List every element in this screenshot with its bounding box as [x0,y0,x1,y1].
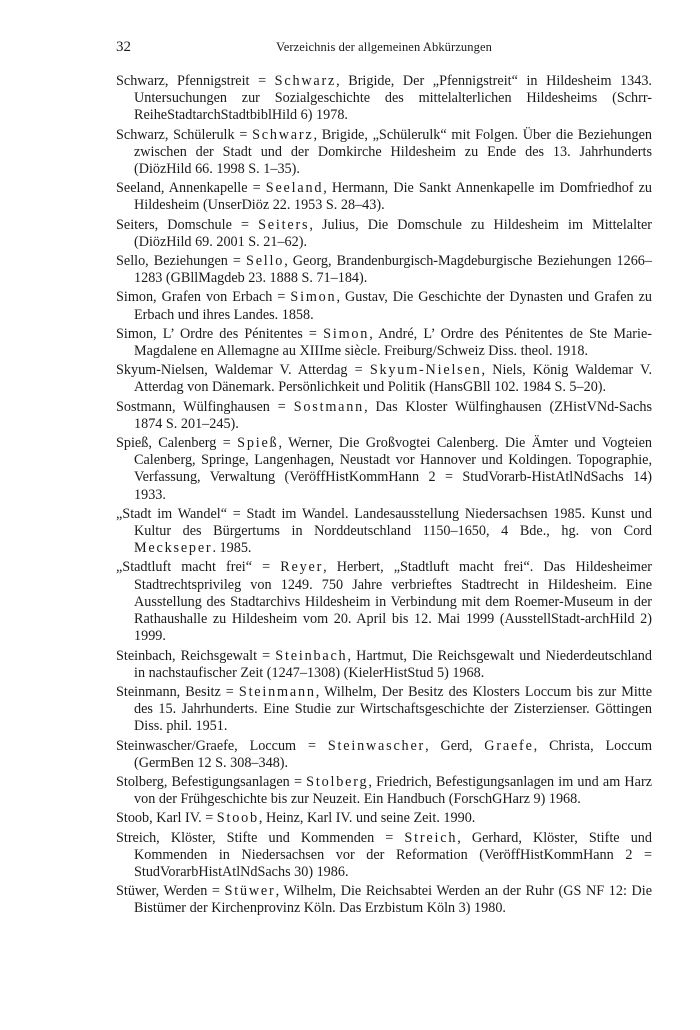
entry-key: Stoob, Karl IV. [116,810,202,827]
entry-citation: , Christa, Loccum (GermBen 12 S. 308–348). [134,737,652,771]
entry-citation: , Werner, Die Großvogtei Calenberg. Die Ämter und Vogteien Calenberg, Springe, Langenhagen, Neustadt vor Hannover und Koldingen. Topographie, Verfassung, Verwaltung (VeröffHistKommHann 2 = StudVorarb-HistAtlNdSachs 14) 1933. [134,435,652,503]
entry-citation: , Gerhard, Klöster, Stifte und Kommenden in Niedersachsen vor der Reformation (VeröffHistKommHann 2 = StudVorarbHistAtlNdSachs 30) 1986. [134,829,652,880]
abbreviation-entry: „Stadtluft macht frei“ = Reyer, Herbert, „Stadtluft macht frei“. Das Hildesheimer Stadtrechtsprivileg von 1249. 750 Jahre verbrieftes Stadtrecht in Hildesheim. Eine Ausstellung des Stadtarchivs Hildesheim in Verbindung mit dem Roemer-Museum in der Rathaushalle zu Hildesheim vom 20. April bis 12. Mai 1999 (AusstellStadt-archHild 2) 1999. [116,559,652,645]
entry-key: Spieß, Calenberg [116,435,217,452]
abbreviation-entry: Stolberg, Befestigungsanlagen = Stolberg, Friedrich, Befestigungsanlagen im und am Harz von der Frühgeschichte bis zur Neuzeit. Ein Handbuch (ForschGHarz 9) 1968. [116,773,652,808]
entry-citation: , Gustav, Die Geschichte der Dynasten und Grafen zu Erbach und ihres Landes. 1858. [134,289,652,323]
entry-key: Simon, Grafen von Erbach [116,289,273,306]
entry-key: Sostmann, Wülfinghausen [116,398,270,415]
abbreviation-entry: Seiters, Domschule = Seiters, Julius, Die Domschule zu Hildesheim im Mittelalter (DiözHild 69. 2001 S. 21–62). [116,216,652,250]
entry-key: Seeland, Annenkapelle [116,180,248,197]
entry-editor: Meckseper [134,540,213,557]
abbreviation-entry: Schwarz, Schülerulk = Schwarz, Brigide, „Schülerulk“ mit Folgen. Über die Beziehungen zwischen der Stadt und der Domkirche Hildesheim zu Ende des 13. Jahrhunderts (DiözHild 66. 1998 S. 1–35). [116,126,652,178]
entry-key: Skyum-Nielsen, Waldemar V. Atterdag [116,362,348,379]
abbreviation-entry: Stüwer, Werden = Stüwer, Wilhelm, Die Reichsabtei Werden an der Ruhr (GS NF 12: Die Bistümer der Kirchenprovinz Köln. Das Erzbistum Köln 3) 1980. [116,883,652,917]
entry-citation: , Brigide, „Schülerulk“ mit Folgen. Über die Beziehungen zwischen der Stadt und der Domkirche Hildesheim zu Ende des 13. Jahrhunderts (DiözHild 66. 1998 S. 1–35). [134,126,652,178]
entry-key: Sello, Beziehungen [116,253,228,270]
entry-author: Graefe [484,737,534,754]
entry-author: Steinmann [238,683,316,700]
entry-key: Steinwascher/Graefe, Loccum [116,737,297,754]
abbreviation-entry: Steinbach, Reichsgewalt = Steinbach, Hartmut, Die Reichsgewalt und Niederdeutschland in nachstaufischer Zeit (1247–1308) (KielerHistStud 5) 1968. [116,647,652,681]
abbreviation-entry: Skyum-Nielsen, Waldemar V. Atterdag = Skyum-Nielsen, Niels, König Waldemar V. Atterdag von Dänemark. Persönlichkeit und Politik (HansGBll 102. 1984 S. 5–20). [116,362,652,396]
entry-citation: , Wilhelm, Der Besitz des Klosters Loccum bis zur Mitte des 15. Jahrhunderts. Eine Studie zur Wirtschaftsgeschichte der Zisterzienser. Göttingen Diss. phil. 1951. [134,683,652,735]
abbreviation-entry: Stoob, Karl IV. = Stoob, Heinz, Karl IV. und seine Zeit. 1990. [116,810,476,827]
entry-citation: , Brigide, Der „Pfennigstreit“ in Hildesheim 1343. Untersuchungen zur Sozialgeschichte des mittelalterlichen Hildesheims (Schrr-ReiheStadtarchStadtbiblHild 6) 1978. [134,73,652,124]
entry-author: Simon [290,289,337,306]
entry-author: Seeland [265,180,324,197]
abbreviation-entry: Simon, L’ Ordre des Pénitentes = Simon, André, L’ Ordre des Pénitentes de Ste Marie-Magdalene en Allemagne au XIIIme siècle. Freiburg/Schweiz Diss. theol. 1918. [116,325,652,360]
entry-citation: , Herbert, „Stadtluft macht frei“. Das Hildesheimer Stadtrechtsprivileg von 1249. 750 Jahre verbrieftes Stadtrecht in Hildesheim. Eine Ausstellung des Stadtarchivs Hildesheim in Verbindung mit dem Roemer-Museum in der Rathaushalle zu Hildesheim vom 20. April bis 12. Mai 1999 (AusstellStadt-archHild 2) 1999. [134,559,652,645]
entry-citation: , Gerd, [425,737,485,754]
entry-citation: , André, L’ Ordre des Pénitentes de Ste Marie-Magdalene en Allemagne au XIIIme siècle. Freiburg/Schweiz Diss. theol. 1918. [134,325,652,360]
entry-citation: . 1985. [212,540,252,557]
running-header [116,39,652,59]
abbreviation-entry: Steinmann, Besitz = Steinmann, Wilhelm, Der Besitz des Klosters Loccum bis zur Mitte des 15. Jahrhunderts. Eine Studie zur Wirtschaftsgeschichte der Zisterzienser. Göttingen Diss. phil. 1951. [116,683,652,735]
entry-citation: , Hermann, Die Sankt Annenkapelle im Domfriedhof zu Hildesheim (UnserDiöz 22. 1953 S. 28–43). [134,180,653,214]
entry-author: Spieß [237,435,279,452]
abbreviation-entry: Simon, Grafen von Erbach = Simon, Gustav, Die Geschichte der Dynasten und Grafen zu Erbach und ihres Landes. 1858. [116,289,652,323]
entry-citation: , Georg, Brandenburgisch-Magdeburgische Beziehungen 1266–1283 (GBllMagdeb 23. 1888 S. 71–184). [134,253,652,287]
entry-author: Schwarz [252,126,314,143]
entry-author: Simon [323,325,370,342]
running-title: Verzeichnis der allgemeinen Abkürzungen [276,40,492,54]
entry-citation: , Niels, König Waldemar V. Atterdag von Dänemark. Persönlichkeit und Politik (HansGBll 102. 1984 S. 5–20). [134,362,652,396]
abbreviation-entry: Streich, Klöster, Stifte und Kommenden = Streich, Gerhard, Klöster, Stifte und Kommenden in Niedersachsen vor der Reformation (VeröffHistKommHann 2 = StudVorarbHistAtlNdSachs 30) 1986. [116,829,652,880]
entry-key: Stolberg, Befestigungsanlagen [116,773,290,790]
abbreviation-entry: Spieß, Calenberg = Spieß, Werner, Die Großvogtei Calenberg. Die Ämter und Vogteien Calenberg, Springe, Langenhagen, Neustadt vor Hannover und Koldingen. Topographie, Verfassung, Verwaltung (VeröffHistKommHann 2 = StudVorarb-HistAtlNdSachs 14) 1933. [116,435,652,503]
entry-author: Stoob [216,810,259,827]
entry-key: Schwarz, Pfennigstreit [116,73,250,89]
entry-key: Stüwer, Werden [116,883,208,900]
entry-citation: , Julius, Die Domschule zu Hildesheim im Mittelalter (DiözHild 69. 2001 S. 21–62). [134,216,652,250]
entry-citation: , Das Kloster Wülfinghausen (ZHistVNd-Sachs 1874 S. 201–245). [134,398,652,432]
entry-author: Stolberg [306,773,369,790]
entry-author: Sostmann [293,398,365,415]
abbreviation-list [116,73,652,920]
entry-key: „Stadt im Wandel“ [116,505,227,522]
entry-author: Reyer [280,559,324,576]
entry-author: Streich [404,829,458,846]
entry-key: Streich, Klöster, Stifte und Kommenden [116,829,375,846]
entry-citation: , Hartmut, Die Reichsgewalt und Niederdeutschland in nachstaufischer Zeit (1247–1308) (KielerHistStud 5) 1968. [134,647,652,681]
abbreviation-entry: Sostmann, Wülfinghausen = Sostmann, Das Kloster Wülfinghausen (ZHistVNd-Sachs 1874 S. 201–245). [116,398,652,432]
abbreviation-entry: Sello, Beziehungen = Sello, Georg, Brandenburgisch-Magdeburgische Beziehungen 1266–1283 (GBllMagdeb 23. 1888 S. 71–184). [116,253,652,287]
entry-citation: Stadt im Wandel. Landesausstellung Niedersachsen 1985. Kunst und Kultur des Bürgertums in Norddeutschland 1150–1650, 4 Bde., hg. von Cord [134,505,652,540]
entry-author: Skyum-Nielsen [369,362,482,379]
abbreviation-entry: Seeland, Annenkapelle = Seeland, Hermann, Die Sankt Annenkapelle im Domfriedhof zu Hildesheim (UnserDiöz 22. 1953 S. 28–43). [116,180,653,214]
abbreviation-entry: Steinwascher/Graefe, Loccum = Steinwascher, Gerd, Graefe, Christa, Loccum (GermBen 12 S. 308–348). [116,737,652,771]
page-number: 32 [116,39,131,55]
entry-citation: , Friedrich, Befestigungsanlagen im und am Harz von der Frühgeschichte bis zur Neuzeit. Ein Handbuch (ForschGHarz 9) 1968. [134,773,652,808]
entry-key: Schwarz, Schülerulk [116,126,235,143]
entry-key: Steinmann, Besitz [116,683,221,700]
entry-author: Stüwer [224,883,276,900]
entry-author: Sello [246,253,285,270]
entry-key: Simon, L’ Ordre des Pénitentes [116,325,303,342]
entry-key: Steinbach, Reichsgewalt [116,647,258,664]
entry-key: Seiters, Domschule [116,216,232,233]
entry-author: Steinbach [275,647,348,664]
entry-citation: , Wilhelm, Die Reichsabtei Werden an der Ruhr (GS NF 12: Die Bistümer der Kirchenprovinz Köln. Das Erzbistum Köln 3) 1980. [134,883,652,917]
abbreviation-entry: „Stadt im Wandel“ = Stadt im Wandel. Landesausstellung Niedersachsen 1985. Kunst und Kultur des Bürgertums in Norddeutschland 1150–1650, 4 Bde., hg. von Cord Meckseper. 1985. [116,505,652,557]
entry-key: „Stadtluft macht frei“ [116,559,253,576]
entry-author: Steinwascher [327,737,426,754]
abbreviation-entry: Schwarz, Pfennigstreit = Schwarz, Brigide, Der „Pfennigstreit“ in Hildesheim 1343. Untersuchungen zur Sozialgeschichte des mittelalterlichen Hildesheims (Schrr-ReiheStadtarchStadtbiblHild 6) 1978. [116,73,652,124]
entry-author: Schwarz [274,73,337,89]
entry-author: Seiters [258,216,310,233]
entry-citation: , Heinz, Karl IV. und seine Zeit. 1990. [258,810,476,827]
